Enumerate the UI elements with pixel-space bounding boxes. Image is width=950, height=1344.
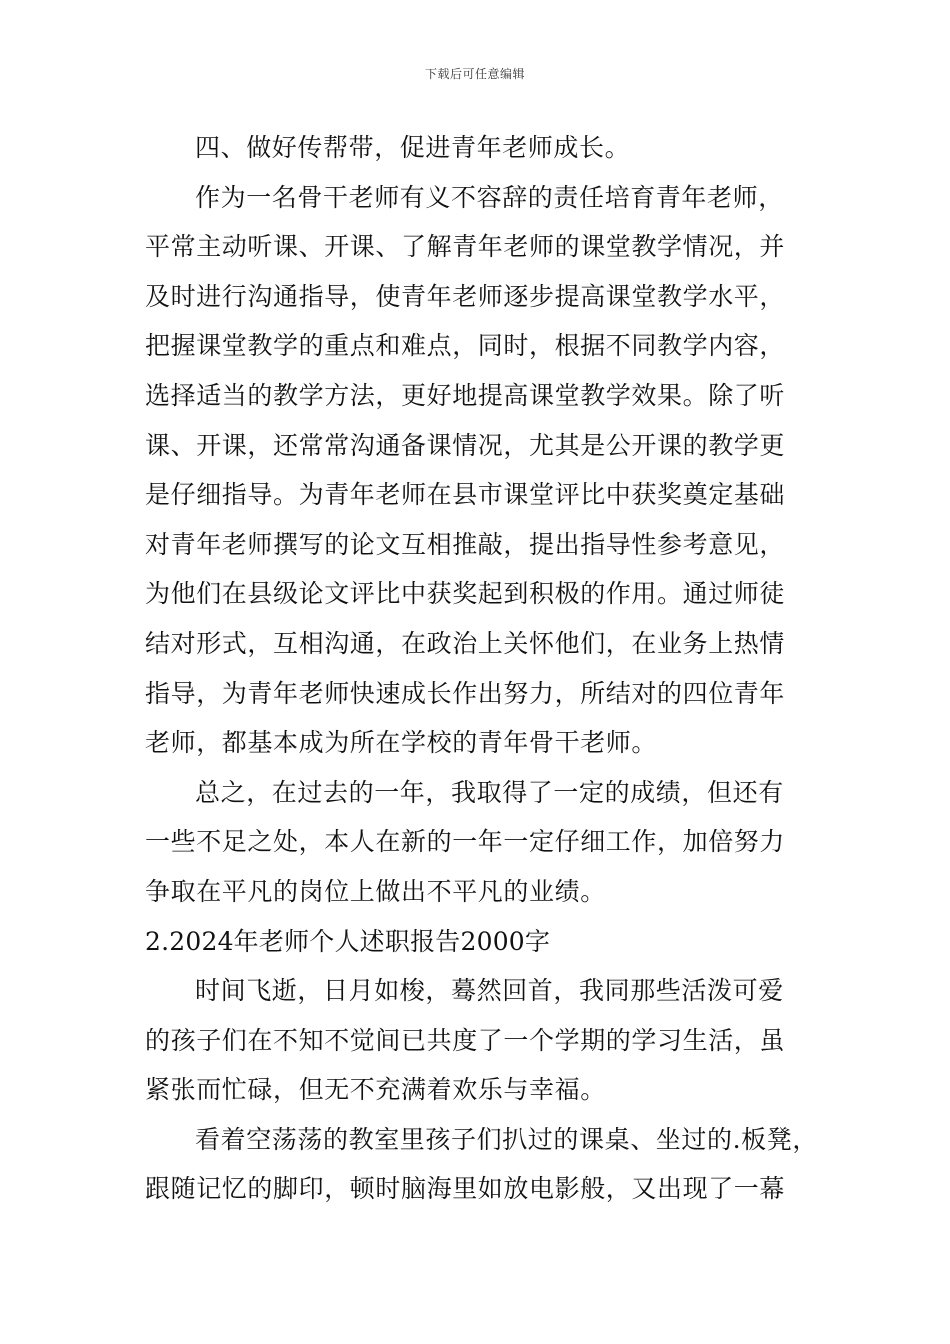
paragraph-line: 指导，为青年老师快速成长作出努力，所结对的四位青年: [145, 678, 786, 708]
section-heading: 四、做好传帮带，促进青年老师成长。: [195, 133, 631, 162]
paragraph-line: 作为一名骨干老师有义不容辞的责任培育青年老师，: [195, 182, 784, 212]
paragraph-line: 看着空荡荡的教室里孩子们扒过的课桌、坐过的.板凳，: [195, 1124, 818, 1154]
paragraph-line: 课、开课，还常常沟通备课情况，尤其是公开课的教学更: [145, 430, 786, 460]
numbered-heading: 2.2024年老师个人述职报告2000字: [145, 926, 551, 956]
paragraph-line: 选择适当的教学方法，更好地提高课堂教学效果。除了听: [145, 380, 786, 410]
paragraph-line: 一些不足之处，本人在新的一年一定仔细工作，加倍努力: [145, 827, 786, 857]
paragraph-line: 紧张而忙碌，但无不充满着欢乐与幸福。: [145, 1075, 606, 1105]
paragraph-line: 总之，在过去的一年，我取得了一定的成绩，但还有: [195, 777, 784, 807]
document-body: [145, 123, 827, 1214]
paragraph-line: 争取在平凡的岗位上做出不平凡的业绩。: [145, 876, 606, 906]
paragraph-line: 的孩子们在不知不觉间已共度了一个学期的学习生活，虽: [145, 1025, 786, 1055]
paragraph-line: 把握课堂教学的重点和难点，同时，根据不同教学内容，: [145, 331, 786, 361]
paragraph-line: 平常主动听课、开课、了解青年老师的课堂教学情况，并: [145, 232, 786, 262]
paragraph-line: 为他们在县级论文评比中获奖起到积极的作用。通过师徒: [145, 579, 786, 609]
paragraph-line: 及时进行沟通指导，使青年老师逐步提高课堂教学水平，: [145, 281, 786, 311]
paragraph-line: 对青年老师撰写的论文互相推敲，提出指导性参考意见，: [145, 529, 786, 559]
paragraph-line: 时间飞逝，日月如梭，蓦然回首，我同那些活泼可爱: [195, 976, 784, 1006]
paragraph-line: 结对形式，互相沟通，在政治上关怀他们，在业务上热情: [145, 628, 786, 658]
paragraph-line: 是仔细指导。为青年老师在县市课堂评比中获奖奠定基础: [145, 480, 786, 510]
paragraph-line: 跟随记忆的脚印，顿时脑海里如放电影般，又出现了一幕: [145, 1174, 786, 1204]
header-note: 下载后可任意编辑: [424, 67, 525, 81]
paragraph-line: 老师，都基本成为所在学校的青年骨干老师。: [145, 728, 658, 758]
